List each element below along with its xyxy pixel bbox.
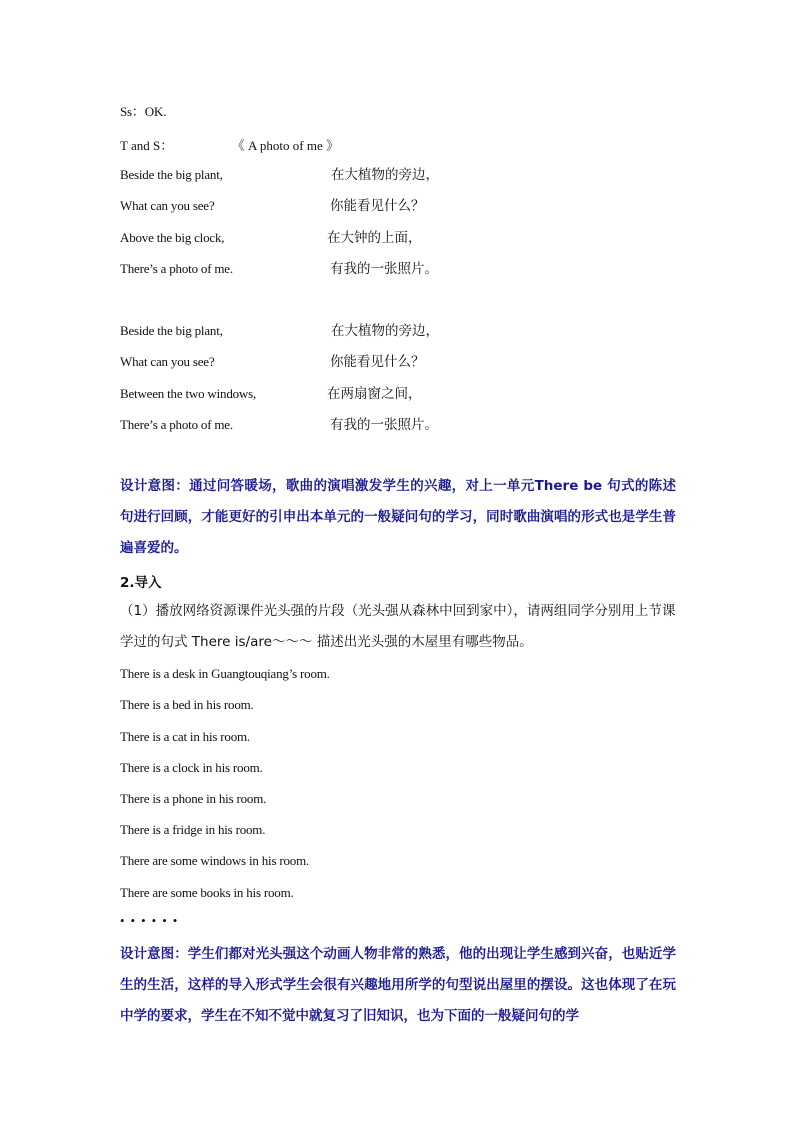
verse2-line3-en: Between the two windows, [120, 386, 257, 401]
verse1-line3-zh: 在大钟的上面， [327, 230, 422, 246]
verse2-line1-zh: 在大植物的旁边， [331, 323, 439, 339]
sentence-5: There is a phone in his room. [120, 791, 267, 806]
verse1-line1-zh: 在大植物的旁边， [331, 167, 439, 183]
t-and-s-label: T and S： [120, 138, 174, 153]
verse2-line4-zh: 有我的一张照片。 [330, 417, 438, 433]
sentence-1: There is a desk in Guangtouqiang’s room. [120, 666, 330, 681]
verse2-line1-en: Beside the big plant, [120, 323, 223, 338]
ellipsis-dots: •••••• [120, 913, 184, 928]
sentence-6: There is a fridge in his room. [120, 822, 266, 837]
design-intention-1: 设计意图：通过问答暖场，歌曲的演唱激发学生的兴趣，对上一单元There be 句式的陈述句进行回顾，才能更好的引申出本单元的一般疑问句的学习，同时歌曲演唱的形式也是学生普遍喜爱的。 [120, 478, 676, 556]
sentence-3: There is a cat in his room. [120, 729, 250, 744]
verse2-line2-zh: 你能看见什么？ [330, 354, 425, 370]
song-title: 《 A photo of me 》 [231, 138, 339, 153]
section-heading: 2.导入 [120, 575, 162, 591]
verse1-line2-zh: 你能看见什么？ [330, 198, 425, 214]
ss-line: Ss：OK. [120, 104, 167, 119]
verse2-line3-zh: 在两扇窗之间， [327, 386, 422, 402]
song-title-row [120, 135, 339, 154]
sentence-7: There are some windows in his room. [120, 853, 310, 868]
sentence-4: There is a clock in his room. [120, 760, 263, 775]
design-intention-2: 设计意图：学生们都对光头强这个动画人物非常的熟悉，他的出现让学生感到兴奋，也贴近学生的生活，这样的导入形式学生会很有兴趣地用所学的句型说出屋里的摆设。这也体现了在玩中学的要求，学生在不知不觉中就复习了旧知识，也为下面的一般疑问句的学 [120, 946, 676, 1024]
verse1-line2-en: What can you see? [120, 198, 215, 213]
section-instruction: （1）播放网络资源课件光头强的片段（光头强从森林中回到家中），请两组同学分别用上节课学过的句式 There is/are～～～ 描述出光头强的木屋里有哪些物品。 [120, 603, 676, 650]
verse2-line4-en: There’s a photo of me. [120, 417, 233, 432]
sentence-2: There is a bed in his room. [120, 697, 254, 712]
verse1-line1-en: Beside the big plant, [120, 167, 223, 182]
verse1-line3-en: Above the big clock, [120, 230, 225, 245]
verse2-line2-en: What can you see? [120, 354, 215, 369]
sentence-8: There are some books in his room. [120, 885, 294, 900]
verse1-line4-zh: 有我的一张照片。 [330, 261, 438, 277]
verse1-line4-en: There’s a photo of me. [120, 261, 233, 276]
